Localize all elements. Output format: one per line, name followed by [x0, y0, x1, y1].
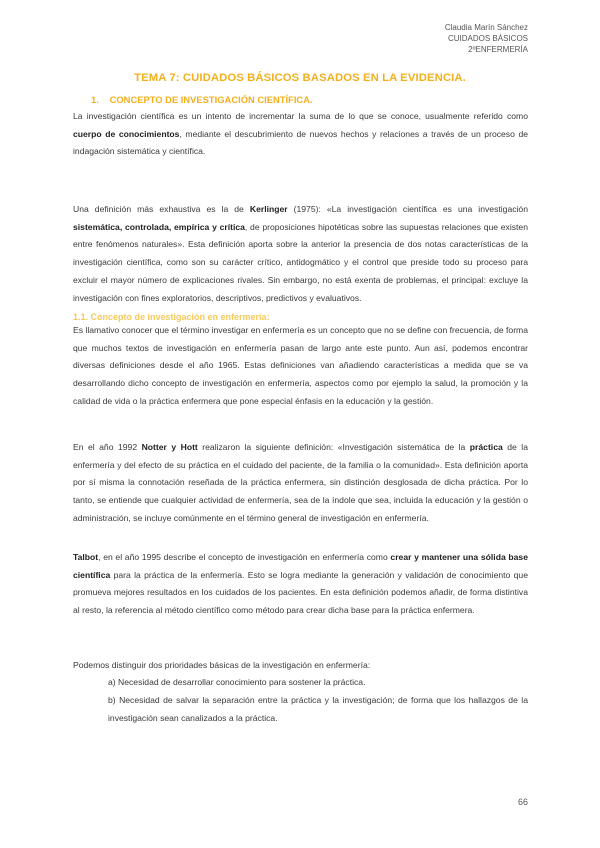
- text-run: Es llamativo conocer que el término investigar en enfermería es un concepto que no se define con frecuencia, de forma que muchos textos de investigación en enfermería pasan de largo ante este punto. Aun así, podemos encontrar diversas definiciones desde el año 1965. Estas definiciones van añadiendo características a medida que se va desarrollando dicho concepto de investigación en enfermería, aspectos como por ejemplo la salud, la promoción y la calidad de vida o la práctica enfermera que pone especial énfasis en la educación y la gestión.: [73, 325, 528, 406]
- section-heading-1: [91, 94, 313, 105]
- text-run: (1975): «La investigación científica es una investigación: [287, 204, 528, 214]
- paragraph-priorities: [73, 657, 528, 675]
- paragraph-kerlinger: [73, 201, 528, 307]
- bold-term: práctica: [469, 442, 503, 452]
- page-number: 66: [517, 797, 528, 807]
- text-run: , de proposiciones hipotéticas sobre las supuestas relaciones que existen entre fenómenos naturales». Esta definición aporta sobre la anterior la presencia de dos notas características de la investigación científica, como son su carácter crítico, antidogmático y el control que preside todo su proceso para excluir el mayor número de explicaciones rivales. Sin embargo, no está exenta de problemas, el principal: excluye la investigación con fines exploratorios, descriptivos, predictivos y evaluativos.: [73, 221, 528, 303]
- document-title: TEMA 7: CUIDADOS BÁSICOS BASADOS EN LA EVIDENCIA.: [134, 72, 466, 84]
- paragraph-definition: [73, 108, 528, 161]
- page-header: [445, 22, 528, 55]
- text-run: Podemos distinguir dos prioridades básicas de la investigación en enfermería:: [73, 660, 371, 670]
- bold-term: Notter y Hott: [141, 442, 198, 452]
- text-run: La investigación científica es un intento de incrementar la suma de lo que se conoce, usualmente referido como: [73, 111, 528, 121]
- text-run: de la enfermería y del efecto de su práctica en el cuidado del paciente, de la familia o la comunidad». Esta definición aporta por sí misma la connotación reseñada de la práctica enfermera, sin distinción desglosada de dicha práctica. Por lo tanto, se entiende que cualquier actividad de enfermería, sea de la índole que sea, incluida la educación y la gestión o administración, se incluye comúnmente en el término general de investigación en enfermería.: [73, 442, 528, 523]
- section-label: CONCEPTO DE INVESTIGACIÓN CIENTÍFICA.: [109, 94, 313, 105]
- bold-term: cuerpo de conocimientos: [73, 128, 180, 139]
- text-run: , mediante el descubrimiento de nuevos hechos y relaciones a través de un proceso de indagación sistemática y científica.: [73, 128, 528, 157]
- list-item: a) Necesidad de desarrollar conocimiento para sostener la práctica.: [108, 677, 366, 687]
- list-item: b) Necesidad de salvar la separación entre la práctica y la investigación; de forma que los hallazgos de la investigación sean canalizados a la práctica.: [108, 695, 528, 723]
- section-number: 1.: [91, 94, 99, 105]
- text-run: Una definición más exhaustiva es la de: [73, 204, 250, 214]
- paragraph-nursing-research: [73, 322, 528, 411]
- header-author: Claudia Marín Sánchez: [444, 23, 528, 32]
- text-run: realizaron la siguiente definición: «Investigación sistemática de la: [197, 442, 470, 452]
- text-run: , en el año 1995 describe el concepto de investigación en enfermería como: [98, 552, 391, 562]
- subsection-heading: 1.1. Concepto de investigación en enfermería:: [73, 312, 270, 322]
- text-run: En el año 1992: [73, 442, 142, 452]
- bold-term: Kerlinger: [249, 204, 288, 214]
- bold-term: sistemática, controlada, empírica y crítica: [73, 221, 245, 232]
- paragraph-notter-hott: [73, 439, 528, 528]
- bold-term: Talbot: [73, 552, 99, 562]
- bold-term: crear y mantener una sólida base científica: [73, 552, 528, 580]
- header-subject: CUIDADOS BÁSICOS: [447, 34, 528, 43]
- header-course: 2ºENFERMERÍA: [468, 45, 528, 54]
- text-run: para la práctica de la enfermería. Esto se logra mediante la generación y validación de conocimiento que promueva mejores resultados en los cuidados de los pacientes. En esta definición podemos añadir, de forma distintiva al resto, la referencia al método científico como método para crear dicha base para la práctica enfermera.: [73, 569, 528, 616]
- paragraph-talbot: [73, 549, 528, 620]
